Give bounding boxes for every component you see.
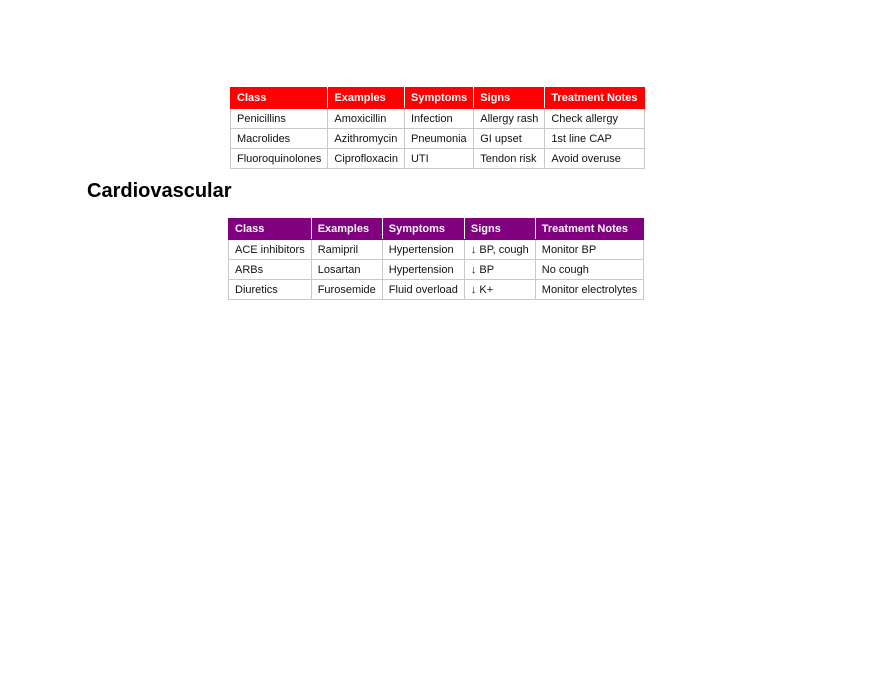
table-cell: UTI	[404, 149, 473, 169]
table-cell: Pneumonia	[404, 129, 473, 149]
cardiovascular-table	[228, 218, 644, 300]
table-cell: Hypertension	[382, 260, 464, 280]
column-header-signs: Signs	[474, 88, 545, 109]
table-cell: Penicillins	[231, 109, 328, 129]
table-cell: Hypertension	[382, 240, 464, 260]
table-cell: Allergy rash	[474, 109, 545, 129]
table-cell: Avoid overuse	[545, 149, 644, 169]
table-cell: Fluoroquinolones	[231, 149, 328, 169]
table-header-row	[229, 219, 644, 240]
table-cell: Monitor electrolytes	[535, 280, 643, 300]
table-cell: Infection	[404, 109, 473, 129]
table-row	[229, 280, 644, 300]
column-header-treatment-notes: Treatment Notes	[535, 219, 643, 240]
table-cell: Diuretics	[229, 280, 312, 300]
table-cell: Furosemide	[311, 280, 382, 300]
table-row	[231, 129, 645, 149]
table-cell: Losartan	[311, 260, 382, 280]
table-cell: Monitor BP	[535, 240, 643, 260]
table-cell: Check allergy	[545, 109, 644, 129]
column-header-examples: Examples	[328, 88, 405, 109]
antibiotics-table	[230, 87, 645, 169]
table-row	[229, 240, 644, 260]
column-header-class: Class	[231, 88, 328, 109]
table-cell: ACE inhibitors	[229, 240, 312, 260]
section-heading-cardiovascular: Cardiovascular	[87, 180, 232, 202]
column-header-signs: Signs	[464, 219, 535, 240]
table-cell: ↓ K+	[464, 280, 535, 300]
table-cell: Fluid overload	[382, 280, 464, 300]
column-header-examples: Examples	[311, 219, 382, 240]
table-cell: 1st line CAP	[545, 129, 644, 149]
table-cell: Azithromycin	[328, 129, 405, 149]
table-header-row	[231, 88, 645, 109]
table-cell: Ramipril	[311, 240, 382, 260]
table-cell: Amoxicillin	[328, 109, 405, 129]
column-header-symptoms: Symptoms	[404, 88, 473, 109]
table-cell: ↓ BP, cough	[464, 240, 535, 260]
table-cell: Ciprofloxacin	[328, 149, 405, 169]
table-cell: Macrolides	[231, 129, 328, 149]
table-cell: ↓ BP	[464, 260, 535, 280]
table-cell: Tendon risk	[474, 149, 545, 169]
column-header-symptoms: Symptoms	[382, 219, 464, 240]
table-cell: No cough	[535, 260, 643, 280]
table-row	[231, 149, 645, 169]
table-row	[231, 109, 645, 129]
table-row	[229, 260, 644, 280]
table-cell: ARBs	[229, 260, 312, 280]
column-header-class: Class	[229, 219, 312, 240]
column-header-treatment-notes: Treatment Notes	[545, 88, 644, 109]
table-cell: GI upset	[474, 129, 545, 149]
